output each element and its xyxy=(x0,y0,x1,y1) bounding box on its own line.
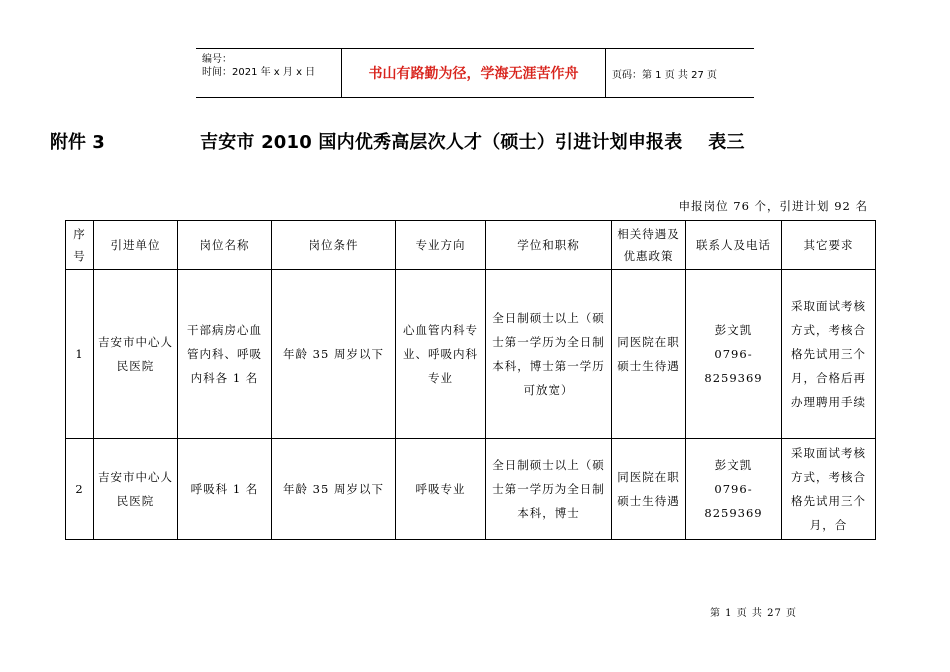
contact-phone: 0796-8259369 xyxy=(704,482,763,520)
cell-condition: 年龄 35 周岁以下 xyxy=(272,439,396,540)
col-header-degree: 学位和职称 xyxy=(486,221,612,270)
col-header-condition: 岗位条件 xyxy=(272,221,396,270)
recruitment-table xyxy=(65,220,876,540)
cell-unit: 吉安市中心人民医院 xyxy=(94,439,178,540)
cell-condition: 年龄 35 周岁以下 xyxy=(272,270,396,439)
col-header-no: 序号 xyxy=(66,221,94,270)
cell-treatment: 同医院在职硕士生待遇 xyxy=(612,439,686,540)
table-row xyxy=(66,270,876,439)
col-header-other: 其它要求 xyxy=(782,221,876,270)
cell-other: 采取面试考核方式，考核合格先试用三个月，合 xyxy=(782,439,876,540)
cell-no: 1 xyxy=(66,270,94,439)
col-header-major: 专业方向 xyxy=(396,221,486,270)
header-meta xyxy=(196,49,342,97)
header-motto: 书山有路勤为径，学海无涯苦作舟 xyxy=(342,49,606,97)
header-page-info: 页码：第 1 页 共 27 页 xyxy=(612,69,717,81)
title-row xyxy=(50,128,930,156)
time-label: 时间：2021 年 x 月 x 日 xyxy=(202,67,316,78)
cell-major: 心血管内科专业、呼吸内科专业 xyxy=(396,270,486,439)
page-header xyxy=(196,48,754,98)
col-header-treatment: 相关待遇及优惠政策 xyxy=(612,221,686,270)
cell-contact xyxy=(686,270,782,439)
cell-position: 干部病房心血管内科、呼吸内科各 1 名 xyxy=(178,270,272,439)
contact-phone: 0796-8259369 xyxy=(704,347,763,385)
cell-treatment: 同医院在职硕士生待遇 xyxy=(612,270,686,439)
page-footer: 第 1 页 共 27 页 xyxy=(710,608,797,619)
cell-degree: 全日制硕士以上（硕士第一学历为全日制本科，博士第一学历可放宽） xyxy=(486,270,612,439)
number-label: 编号： xyxy=(202,54,232,65)
cell-no: 2 xyxy=(66,439,94,540)
cell-unit: 吉安市中心人民医院 xyxy=(94,270,178,439)
cell-degree: 全日制硕士以上（硕士第一学历为全日制本科，博士 xyxy=(486,439,612,540)
col-header-unit: 引进单位 xyxy=(94,221,178,270)
table-row xyxy=(66,439,876,540)
col-header-position: 岗位名称 xyxy=(178,221,272,270)
cell-contact xyxy=(686,439,782,540)
contact-name: 彭文凯 xyxy=(714,323,753,337)
page-title: 吉安市 2010 国内优秀高层次人才（硕士）引进计划申报表 表三 xyxy=(200,132,745,153)
table-header-row xyxy=(66,221,876,270)
summary-text: 申报岗位 76 个，引进计划 92 名 xyxy=(678,199,868,213)
col-header-contact: 联系人及电话 xyxy=(686,221,782,270)
attachment-label: 附件 3 xyxy=(50,132,105,153)
cell-major: 呼吸专业 xyxy=(396,439,486,540)
contact-name: 彭文凯 xyxy=(714,458,753,472)
cell-other: 采取面试考核方式，考核合格先试用三个月，合格后再办理聘用手续 xyxy=(782,270,876,439)
cell-position: 呼吸科 1 名 xyxy=(178,439,272,540)
